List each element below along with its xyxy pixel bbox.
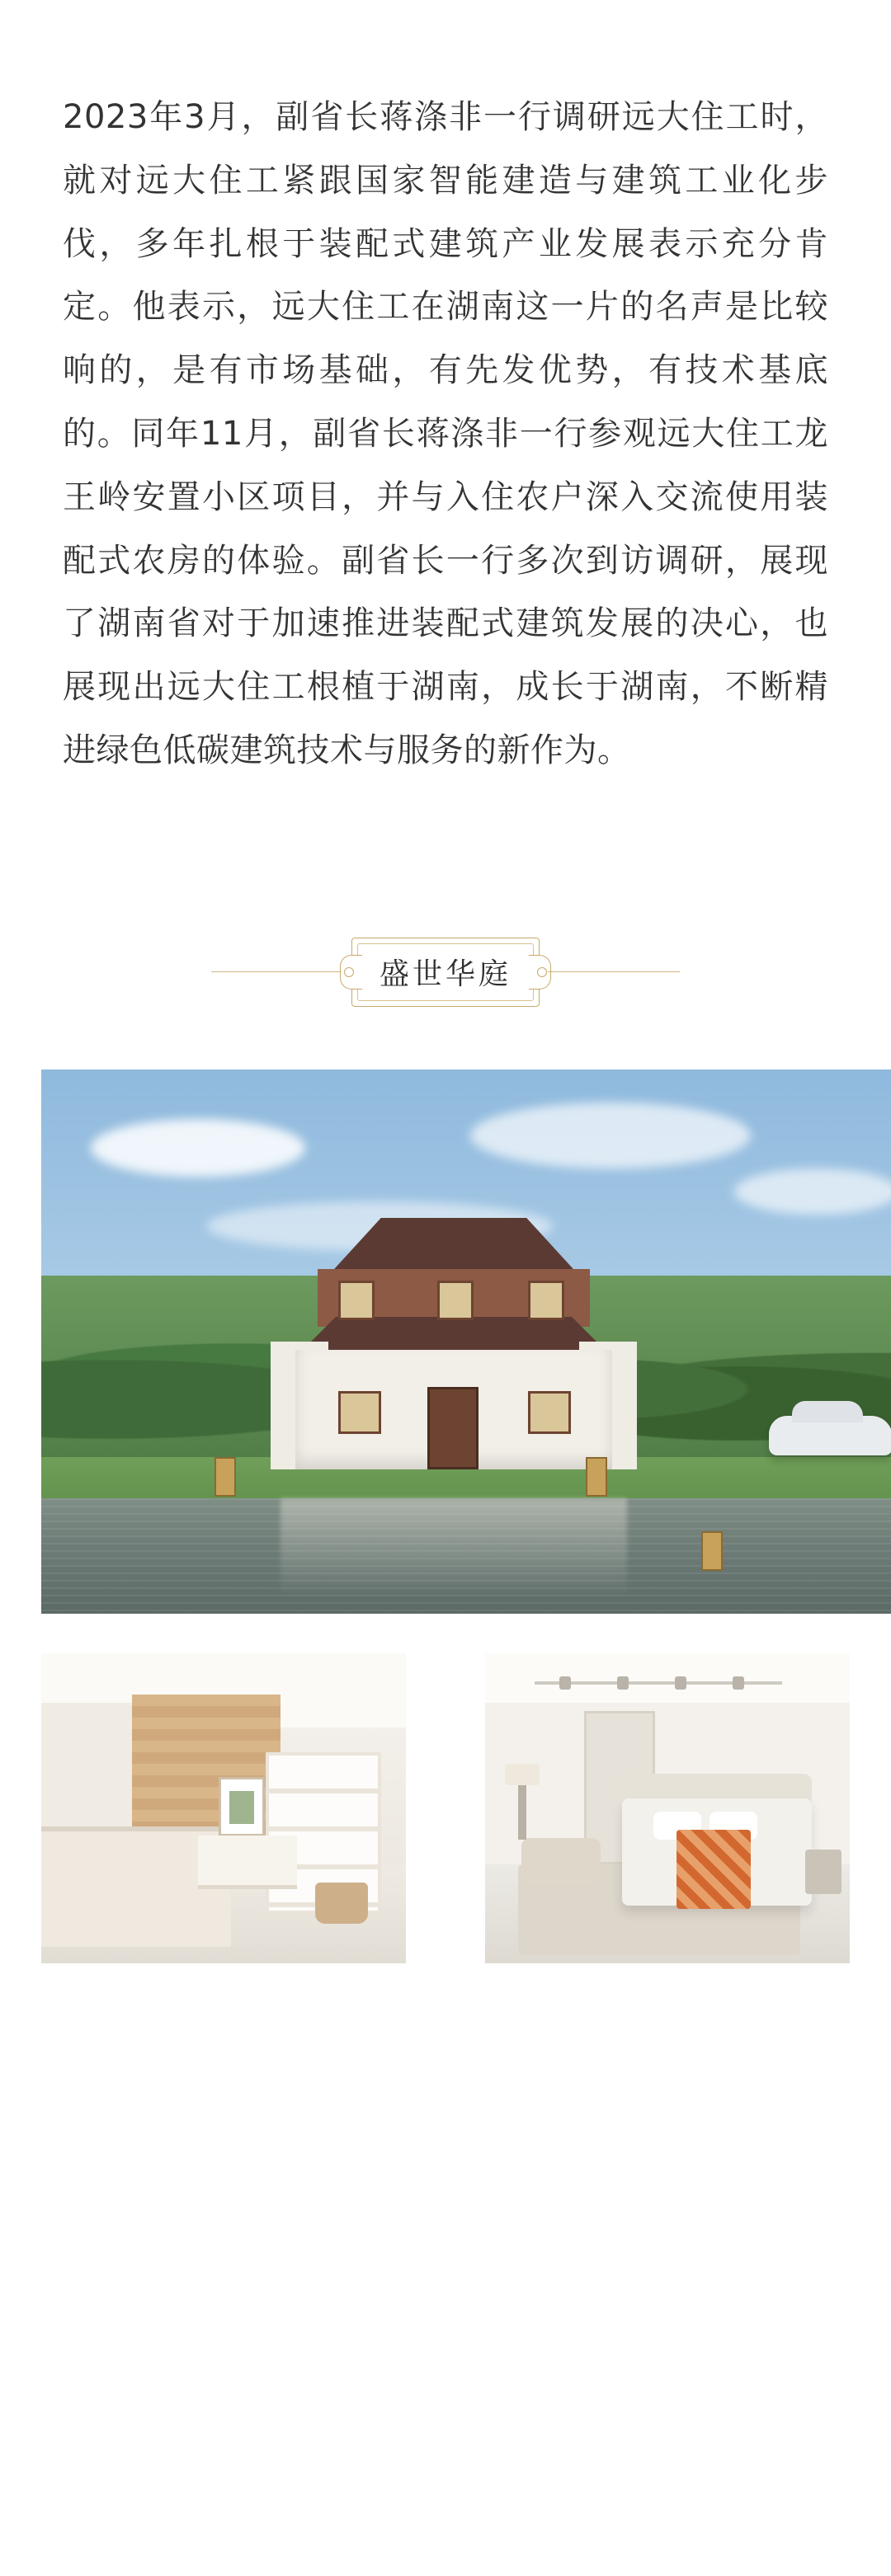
section-title-frame [351, 938, 540, 1007]
frame-lug-left-icon [340, 955, 362, 990]
spotlight-icon [733, 1676, 744, 1690]
track-light-rail [535, 1681, 782, 1685]
throw-blanket [676, 1830, 751, 1909]
spotlight-icon [559, 1676, 571, 1690]
window [338, 1281, 375, 1320]
section-header [0, 923, 891, 1022]
window [528, 1281, 564, 1320]
photo-gallery [0, 1056, 891, 2001]
kitchen-interior-photo [41, 1653, 406, 1963]
article-body [0, 0, 891, 783]
parked-car [769, 1416, 891, 1455]
ornament-rule-right [548, 971, 680, 972]
roof-top [289, 1218, 619, 1276]
woven-basket [315, 1883, 368, 1924]
garden-lamp-icon [214, 1457, 236, 1497]
bedroom-interior-photo [485, 1653, 850, 1963]
cloud-icon [91, 1119, 305, 1177]
villa-exterior-photo [41, 1069, 891, 1614]
roof-eave [280, 1317, 627, 1351]
garden-lamp-icon [701, 1531, 723, 1571]
ornament-rule-left [211, 971, 343, 972]
villa-building [280, 1218, 627, 1474]
side-table [198, 1836, 297, 1889]
cloud-icon [470, 1102, 751, 1168]
thumbnail-row [8, 1640, 883, 1977]
armchair [521, 1838, 601, 1884]
section-title: 盛世华庭 [379, 957, 512, 992]
garden-lamp-icon [586, 1457, 607, 1497]
nightstand [805, 1850, 842, 1894]
article-paragraph: 2023年3月，副省长蒋涤非一行调研远大住工时，就对远大住工紧跟国家智能建造与建筑工业化步伐，多年扎根于装配式建筑产业发展表示充分肯定。他表示，远大住工在湖南这一片的名声是比较响的，是有市场基础，有先发优势，有技术基底的。同年11月，副省长蒋涤非一行参观远大住工龙王岭安置小区项目，并与入住农户深入交流使用装配式农房的体验。副省长一行多次到访调研，展现了湖南省对于加速推进装配式建筑发展的决心，也展现出远大住工根植于湖南，成长于湖南，不断精进绿色低碳建筑技术与服务的新作为。 [63, 98, 828, 769]
framed-picture [219, 1777, 265, 1836]
villa-reflection [280, 1498, 627, 1597]
window [437, 1281, 474, 1320]
floor-lamp [518, 1782, 526, 1840]
spotlight-icon [675, 1676, 686, 1690]
window [338, 1391, 381, 1434]
front-door [427, 1387, 478, 1469]
window [528, 1391, 571, 1434]
cloud-icon [734, 1168, 891, 1215]
spotlight-icon [617, 1676, 629, 1690]
